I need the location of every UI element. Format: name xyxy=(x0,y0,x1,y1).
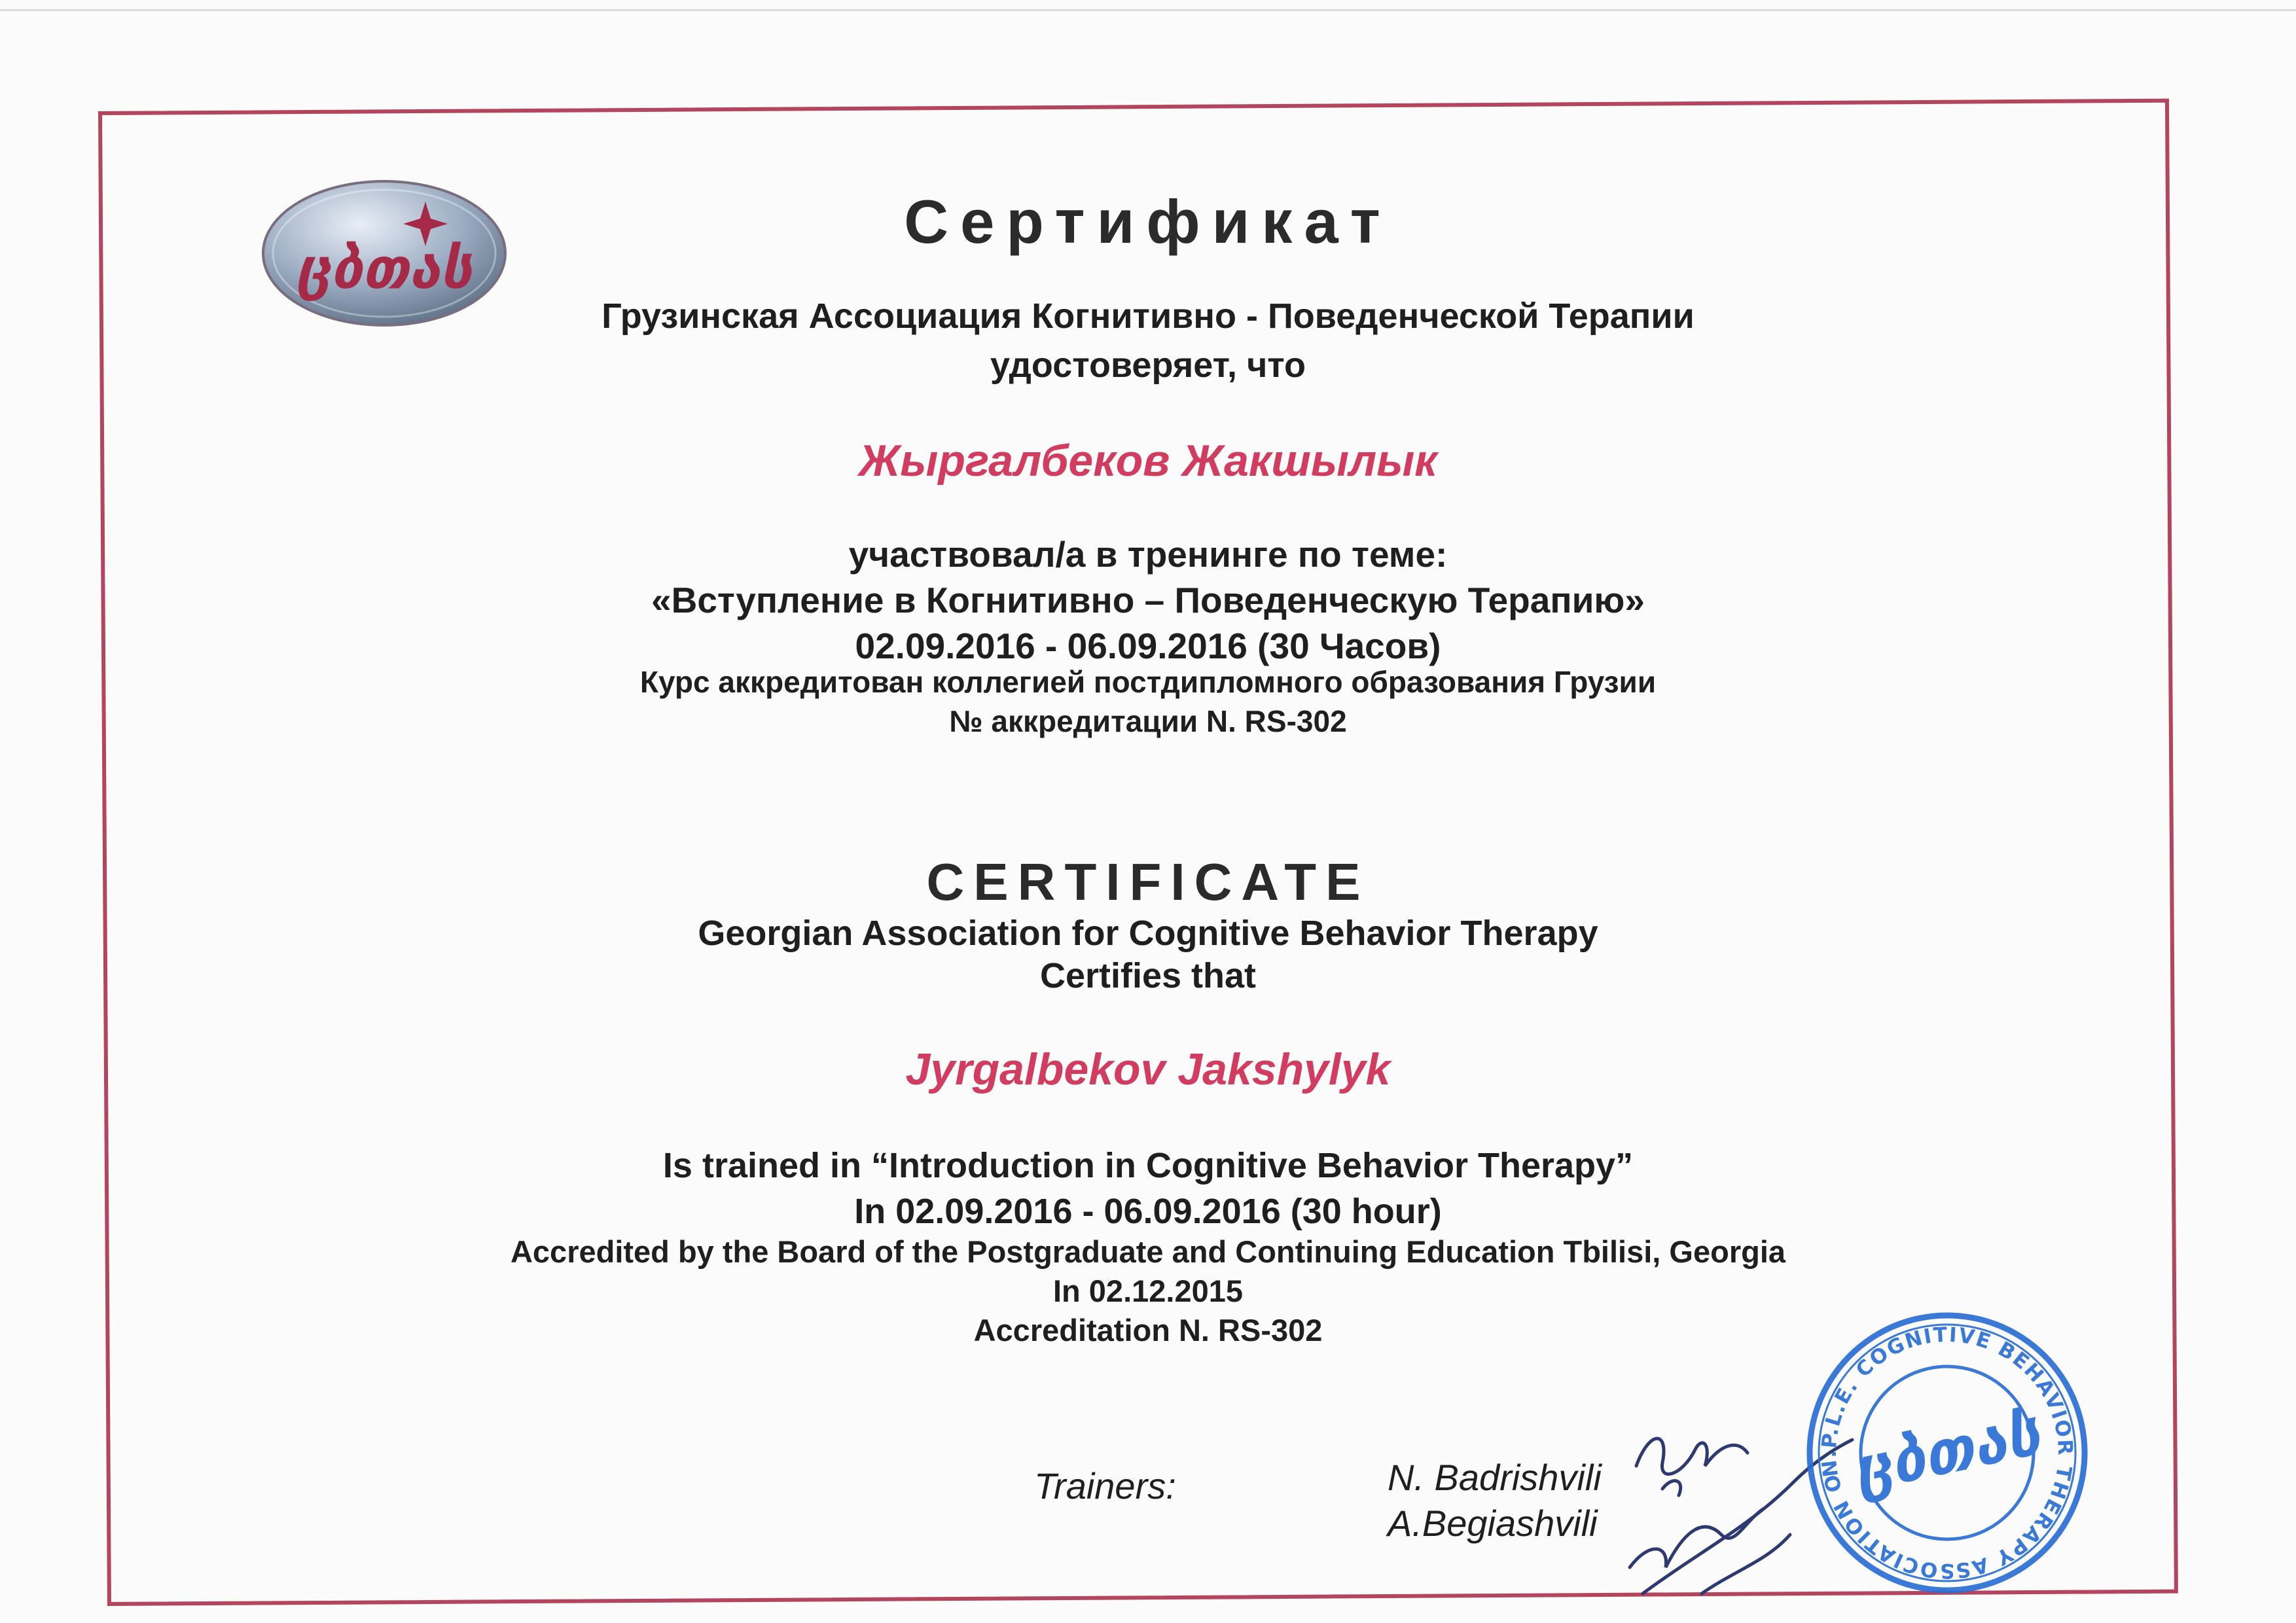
logo-lettering: ცბთას xyxy=(296,236,473,302)
trainer-name: N. Badrishvili xyxy=(1388,1457,1602,1498)
accreditation-date-en: In 02.12.2015 xyxy=(1052,1274,1244,1308)
trainers-label: Trainers: xyxy=(1034,1465,1176,1507)
course-dates-ru: 02.09.2016 - 06.09.2016 (30 Часов) xyxy=(855,626,1441,666)
seal-outer-text: N.P.L.E. COGNITIVE BEHAVIOR THERAPY ASSOCIATION OF xyxy=(1817,1323,2077,1583)
course-dates-en: In 02.09.2016 - 06.09.2016 (30 hour) xyxy=(854,1192,1442,1231)
accreditation-body-en: Accredited by the Board of the Postgraduate and Continuing Education Tbilisi, Georgia xyxy=(510,1234,1786,1269)
trainer-name: A.Begiashvili xyxy=(1388,1503,1598,1544)
certificate-title-en: CERTIFICATE xyxy=(926,853,1370,911)
round-seal xyxy=(1793,1299,2101,1607)
accreditation-number-ru: № аккредитации N. RS-302 xyxy=(949,704,1347,738)
accreditation-number-en: Accreditation N. RS-302 xyxy=(973,1313,1323,1347)
course-title-ru: «Вступление в Когнитивно – Поведенческую Терапию» xyxy=(651,580,1645,620)
certifies-text-en: Certifies that xyxy=(1039,956,1257,995)
recipient-name-en: Jyrgalbekov Jakshylyk xyxy=(905,1044,1391,1094)
certifies-text-ru: удостоверяет, что xyxy=(990,346,1306,385)
scan-edge xyxy=(0,9,2296,11)
organization-name-ru: Грузинская Ассоциация Когнитивно - Поведенческой Терапии xyxy=(601,296,1695,336)
seal-center-text: ცბთას xyxy=(1847,1398,2047,1506)
accreditation-body-ru: Курс аккредитован коллегией постдипломного образования Грузии xyxy=(639,665,1657,699)
certificate-title-ru: Сертификат xyxy=(904,187,1392,256)
participation-text-ru: участвовал/а в тренинге по теме: xyxy=(848,534,1448,575)
organization-name-en: Georgian Association for Cognitive Behavior Therapy xyxy=(698,914,1598,953)
recipient-name-ru: Жыргалбеков Жакшылык xyxy=(859,436,1437,486)
course-title-en: Is trained in “Introduction in Cognitive Behavior Therapy” xyxy=(662,1146,1634,1185)
